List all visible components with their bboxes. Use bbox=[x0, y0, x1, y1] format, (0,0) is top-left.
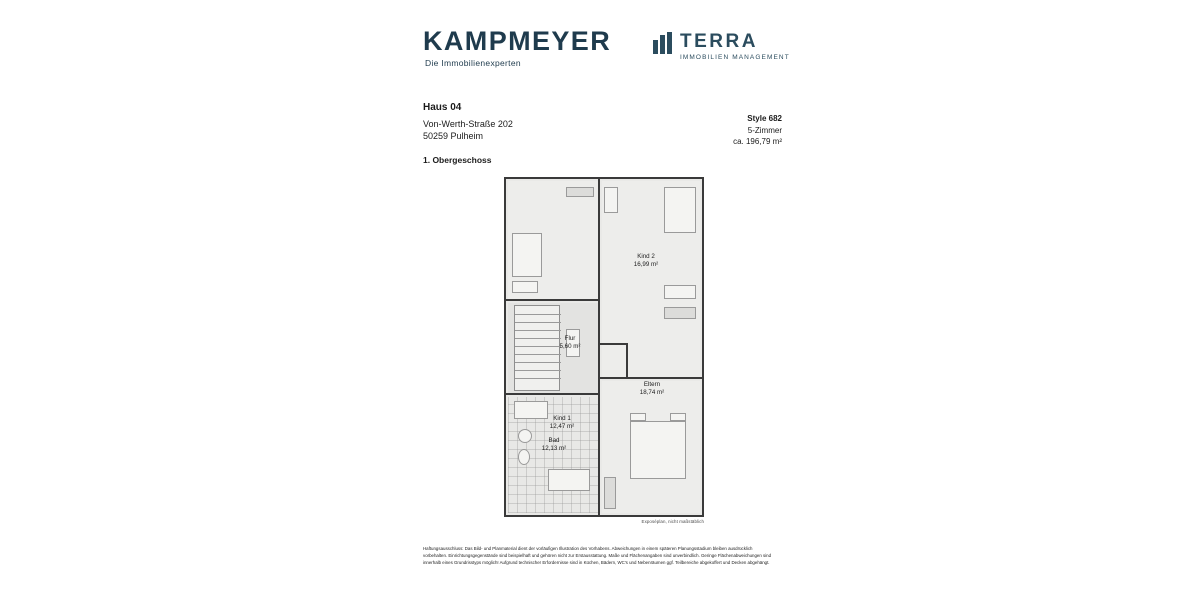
room-label-kind1: Kind 1 12,47 m² bbox=[549, 415, 575, 431]
wall-niche-right bbox=[598, 343, 628, 345]
rooms-label: 5-Zimmer bbox=[747, 125, 782, 135]
nightstand-right-eltern bbox=[670, 413, 686, 421]
room-label-bad: Bad 12,13 m² bbox=[541, 437, 567, 453]
kampmeyer-logo bbox=[423, 28, 673, 68]
desk-kind2 bbox=[664, 285, 696, 299]
terra-bars-icon bbox=[653, 32, 674, 54]
bed-kind2 bbox=[664, 187, 696, 233]
area-label: ca. 196,79 m² bbox=[733, 137, 782, 147]
wall-niche-vertical bbox=[626, 343, 628, 377]
disclaimer-text: Haftungsausschluss: Das Bild- und Planmaterial dient der vorläufigen Illustration des Vorhabens. Abweichungen in einem späteren Planungsstadium bleiben ausdrücklich vorbehalten. Einrichtungsgegenstände sind beispielhaft und gehören nicht zur Erstausstattung. Maße und Flächenangaben sind unverbindlich. Geringe Flächenabweichungen sind innerhalb eines Grundrisstyps möglich! Aufgrund technischer Erfordernisse sind in Küchen, Bädern, WC's und Nebenräumen ggf. Teilbereiche abgekoffert und Decken abgehängt. bbox=[423, 546, 772, 565]
nightstand-kind2 bbox=[604, 187, 618, 213]
wardrobe-eltern bbox=[604, 477, 616, 509]
desk-kind1 bbox=[512, 281, 538, 293]
kampmeyer-wordmark: KAMPMEYER bbox=[423, 26, 612, 56]
style-label: Style 682 bbox=[747, 114, 782, 123]
nightstand-left-eltern bbox=[630, 413, 646, 421]
terra-logo bbox=[653, 32, 790, 61]
room-label-flur: Flur 5,60 m² bbox=[559, 335, 581, 351]
city-line: 50259 Pulheim bbox=[423, 130, 484, 141]
terra-wordmark: TERRA bbox=[680, 31, 758, 52]
house-title: Haus 04 bbox=[423, 102, 462, 113]
property-spec-block bbox=[733, 113, 782, 148]
shower bbox=[548, 469, 590, 491]
street-line: Von-Werth-Straße 202 bbox=[423, 118, 513, 129]
wall-horizontal-upper-left bbox=[504, 299, 600, 301]
property-title-block bbox=[423, 101, 513, 166]
wardrobe-kind1 bbox=[566, 187, 594, 197]
terra-subtitle: IMMOBILIEN MANAGEMENT bbox=[680, 54, 790, 61]
floor-plan bbox=[504, 177, 704, 517]
plan-scale-note: Exposéplan, nicht maßstäblich bbox=[641, 519, 704, 524]
kampmeyer-tagline: Die Immobilienexperten bbox=[425, 58, 521, 68]
floor-label: 1. Obergeschoss bbox=[423, 154, 492, 165]
shelf-kind2 bbox=[664, 307, 696, 319]
bed-kind1 bbox=[512, 233, 542, 277]
room-label-eltern: Eltern 18,74 m² bbox=[639, 381, 665, 397]
wall-horizontal-right bbox=[598, 377, 704, 379]
room-label-kind2: Kind 2 16,99 m² bbox=[633, 253, 659, 269]
bed-eltern bbox=[630, 421, 686, 479]
wall-horizontal-lower-left bbox=[504, 393, 600, 395]
